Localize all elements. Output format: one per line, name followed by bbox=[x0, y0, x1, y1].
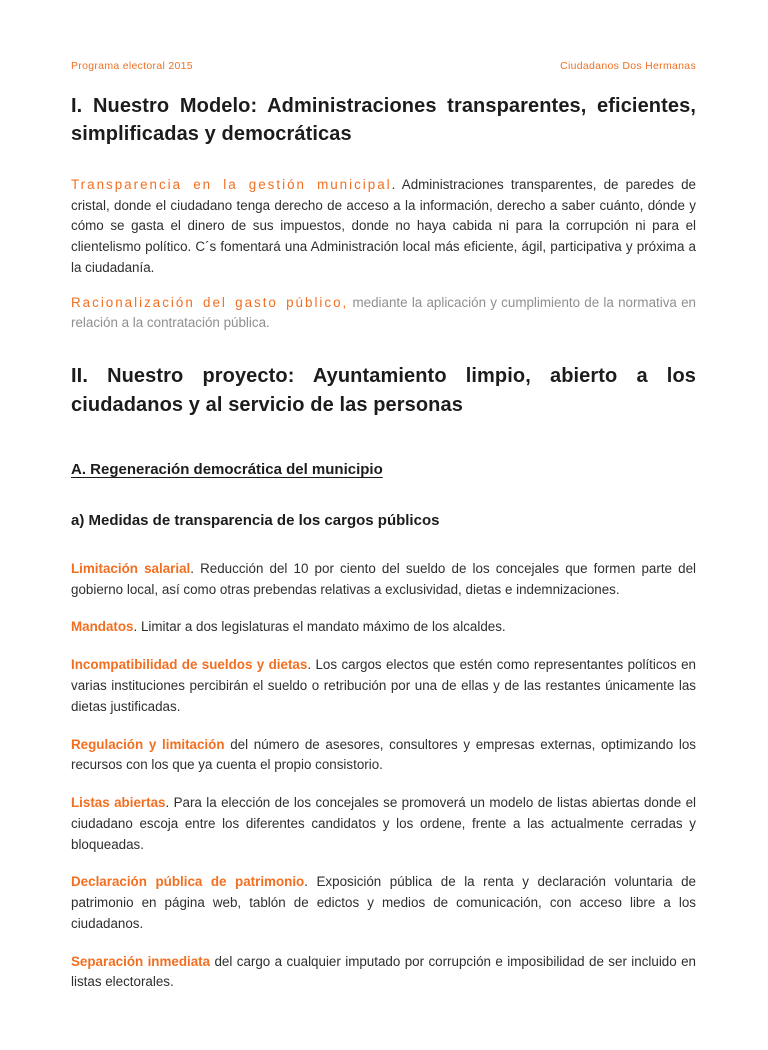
measure-lead: Limitación salarial bbox=[71, 560, 191, 576]
measure-body: del número de asesores, consultores y empresas externas, optimizando los recursos con los que ya cuenta el propio consistorio. bbox=[71, 736, 696, 773]
paragraph-racionalizacion bbox=[71, 293, 696, 335]
document-header bbox=[71, 60, 696, 72]
measure-separacion-inmediata bbox=[71, 952, 696, 994]
measure-body: . Reducción del 10 por ciento del sueldo de los concejales que formen parte del gobierno local, así como otras prebendas relativas a exclusividad, dietas e indemnizaciones. bbox=[71, 560, 697, 597]
measure-incompatibilidad bbox=[71, 655, 696, 717]
measure-declaracion-patrimonio bbox=[71, 872, 696, 934]
header-left-text: Programa electoral 2015 bbox=[71, 60, 193, 72]
measure-body: del cargo a cualquier imputado por corrupción e imposibilidad de ser incluido en listas electorales. bbox=[71, 953, 696, 990]
section-1-title: I. Nuestro Modelo: Administraciones transparentes, eficientes, simplificadas y democráticas bbox=[71, 95, 696, 146]
paragraph-transparencia bbox=[71, 175, 696, 279]
paragraph-body: mediante la aplicación y cumplimiento de la normativa en relación a la contratación pública. bbox=[71, 294, 696, 331]
section-2-title: II. Nuestro proyecto: Ayuntamiento limpio, abierto a los ciudadanos y al servicio de las personas bbox=[71, 365, 696, 416]
subsection-a-heading-text: A. Regeneración democrática del municipio bbox=[71, 460, 383, 478]
measure-body: . Limitar a dos legislaturas el mandato máximo de los alcaldes. bbox=[133, 619, 506, 635]
measure-lead: Separación inmediata bbox=[71, 953, 211, 969]
measure-body: . Los cargos electos que estén como representantes políticos en varias instituciones percibirán el sueldo o retribución por una de ellas y de las restantes únicamente las dietas justificadas. bbox=[71, 657, 696, 714]
measure-listas-abiertas bbox=[71, 793, 696, 855]
measure-body: . Exposición pública de la renta y declaración voluntaria de patrimonio en página web, tablón de edictos y medios de comunicación, con acceso libre a los ciudadanos. bbox=[71, 874, 696, 931]
measure-lead: Listas abiertas bbox=[71, 795, 166, 811]
paragraph-lead: Transparencia en la gestión municipal bbox=[71, 176, 392, 192]
measure-limitacion-salarial bbox=[71, 559, 696, 601]
subsection-a1-heading: a) Medidas de transparencia de los cargos públicos bbox=[71, 511, 440, 529]
paragraph-lead: Racionalización del gasto público, bbox=[71, 294, 349, 310]
measure-body: . Para la elección de los concejales se promoverá un modelo de listas abiertas donde el ciudadano escoja entre los diferentes candidatos y los ordene, frente a las actualmente cerradas y bloqueadas. bbox=[71, 795, 696, 852]
measure-lead: Incompatibilidad de sueldos y dietas bbox=[71, 657, 308, 673]
measure-regulacion bbox=[71, 735, 696, 777]
measure-lead: Regulación y limitación bbox=[71, 736, 225, 752]
measure-mandatos bbox=[71, 617, 696, 638]
subsection-a-heading bbox=[71, 461, 696, 478]
header-right-text: Ciudadanos Dos Hermanas bbox=[560, 60, 696, 72]
paragraph-body: . Administraciones transparentes, de paredes de cristal, donde el ciudadano tenga derecho de acceso a la información, derecho a saber cuánto, dónde y cómo se gasta el dinero de sus impuestos, donde no haya cabida ni para la corrupción ni para el clientelismo político. C´s fomentará una Administración local más eficiente, ágil, participativa y próxima a la ciudadanía. bbox=[71, 176, 696, 275]
measure-lead: Mandatos bbox=[71, 619, 134, 635]
measure-lead: Declaración pública de patrimonio bbox=[71, 874, 305, 890]
